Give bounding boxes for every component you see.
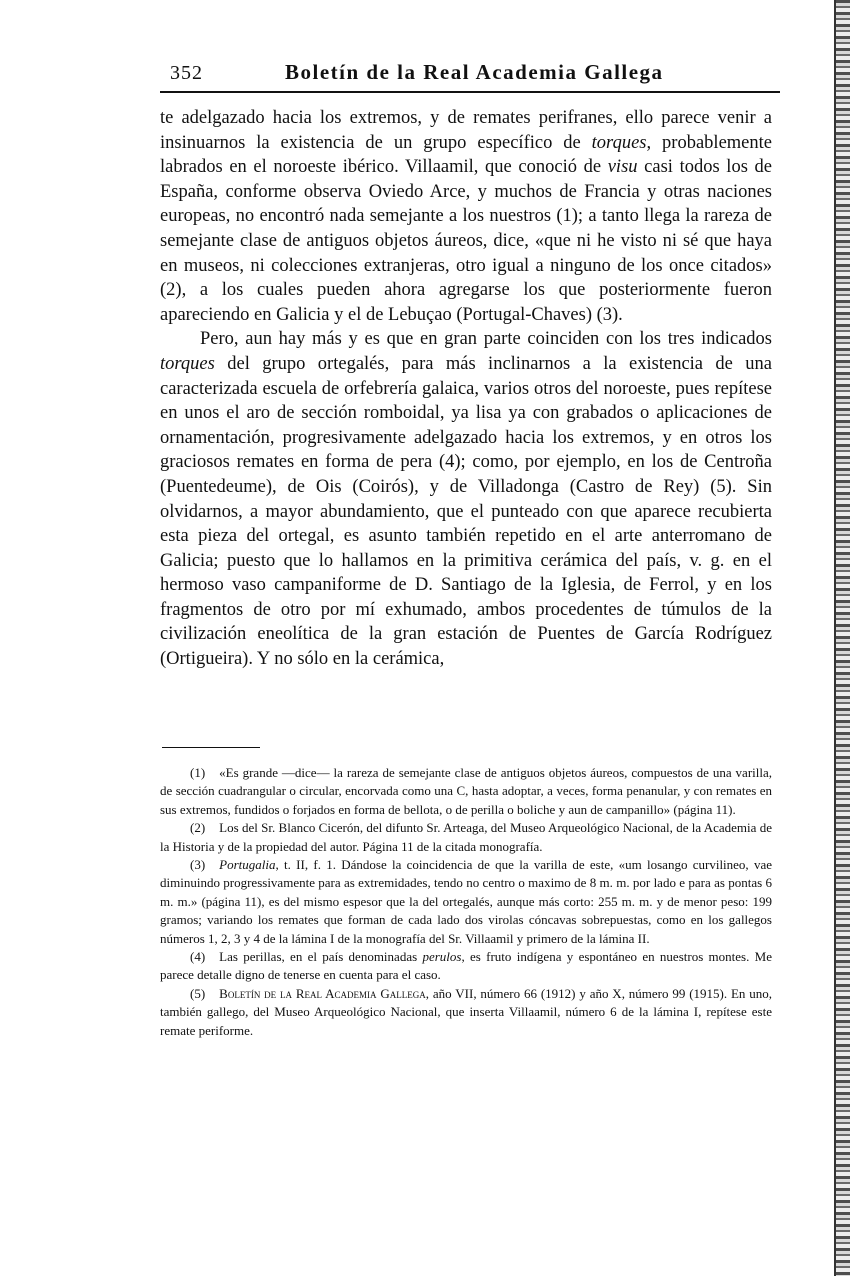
footnote-number: (4) bbox=[190, 949, 206, 965]
paragraph-1: te adelgazado hacia los extremos, y de remates perifranes, ello parece venir a insinuarnos la existencia de un grupo específico de torques, probablemente labrados en el noroeste ibérico. Villaamil, que conoció de visu casi todos los de España, conforme observa Oviedo Arce, y muchos de Francia y otras naciones europeas, no encontró nada semejante a los nuestros (1); a tanto llega la rareza de semejante clase de antiguos objetos áureos, dice, «que ni he visto ni sé que haya en museos, ni colecciones extranjeras, otro igual a ninguno de los once citados» (2), a los cuales pueden ahora agregarse los que posteriormente fueron apareciendo en Galicia y el de Lebuçao (Portugal-Chaves) (3). bbox=[160, 108, 773, 325]
body-text bbox=[160, 106, 772, 672]
page-number: 352 bbox=[170, 62, 203, 84]
running-title: Boletín de la Real Academia Gallega bbox=[285, 60, 664, 84]
footnotes bbox=[160, 764, 772, 1040]
footnote-rule bbox=[162, 747, 260, 748]
footnote-1: (1) «Es grande —dice— la rareza de semejante clase de antiguos objetos áureos, compuestos de una varilla, de sección cuadrangular o circular, encorvada como una C, hasta adoptar, a veces, forma penanular, y con remates en sus extremos, fundidos o forjados en forma de bellota, o de perilla o boliche y aun de campanillo» (página 11). bbox=[160, 765, 772, 817]
footnote-number: (3) bbox=[190, 857, 206, 873]
footnote-number: (2) bbox=[190, 820, 206, 836]
footnote-number: (5) bbox=[190, 985, 206, 1001]
footnote-number: (1) bbox=[190, 765, 206, 780]
book-spine-edge bbox=[836, 0, 850, 1276]
footnote-3: (3) Portugalia, t. II, f. 1. Dándose la coincidencia de que la varilla de este, «um losango curvilineo, vae diminuindo progressivamente para as extremidades, tendo no centro o maximo de 8 m. m. por lado e para as pontas 6 m. m.» (página 11), es del mismo espesor que la del ortegalés, aunque más corto: 255 m. m. y de menor peso: 199 gramos; variando los remates que forman de cada lado dos virolas cóncavas sobrepuestas, como en los gallegos números 1, 2, 3 y 4 de la lámina I de la monografía del Sr. Villaamil y primero de la lámina II. bbox=[160, 857, 772, 946]
header-rule bbox=[160, 91, 780, 93]
footnote-5: (5) Boletín de la Real Academia Gallega, año VII, número 66 (1912) y año X, número 99 (1915). En uno, también gallego, del Museo Arqueológico Nacional, que inserta Villaamil, número 6 de la lámina I, repítese este remate periforme. bbox=[160, 985, 773, 1038]
page-header bbox=[160, 58, 772, 88]
paragraph-2: Pero, aun hay más y es que en gran parte coinciden con los tres indicados torques del grupo ortegalés, para más inclinarnos a la existencia de una caracterizada escuela de orfebrería galaica, varios otros del noroeste, pues repítese en unos el aro de sección romboidal, ya lisa ya con grabados o aplicaciones de ornamentación, progresivamente adelgazado hacia los extremos, y en otros los graciosos remates en forma de pera (4); como, por ejemplo, en los de Centroña (Puentedeume), de Ois (Coirós), y de Villadonga (Castro de Rey) (5). Sin olvidarnos, a mayor abundamiento, que el punteado con que aparece recubierta esta pieza del ortegal, es asunto también repetido en el arte anterromano de Galicia; puesto que lo hallamos en la primitiva cerámica del país, v. g. en el hermoso vaso campaniforme de D. Santiago de la Iglesia, de Ferrol, y en los fragmentos de otro por mí exhumado, ambos procedentes de túmulos de la civilización eneolítica de la gran estación de Puentes de García Rodríguez (Ortigueira). Y no sólo en la cerámica, bbox=[160, 329, 772, 670]
footnote-4: (4) Las perillas, en el país denominadas perulos, es fruto indígena y espontáneo en nuestros montes. Me parece detalle digno de tenerse en cuenta para el caso. bbox=[160, 949, 772, 983]
footnote-2: (2) Los del Sr. Blanco Cicerón, del difunto Sr. Arteaga, del Museo Arqueológico Nacional, de la Academia de la Historia y de la propiedad del autor. Página 11 de la citada monografía. bbox=[160, 820, 772, 854]
